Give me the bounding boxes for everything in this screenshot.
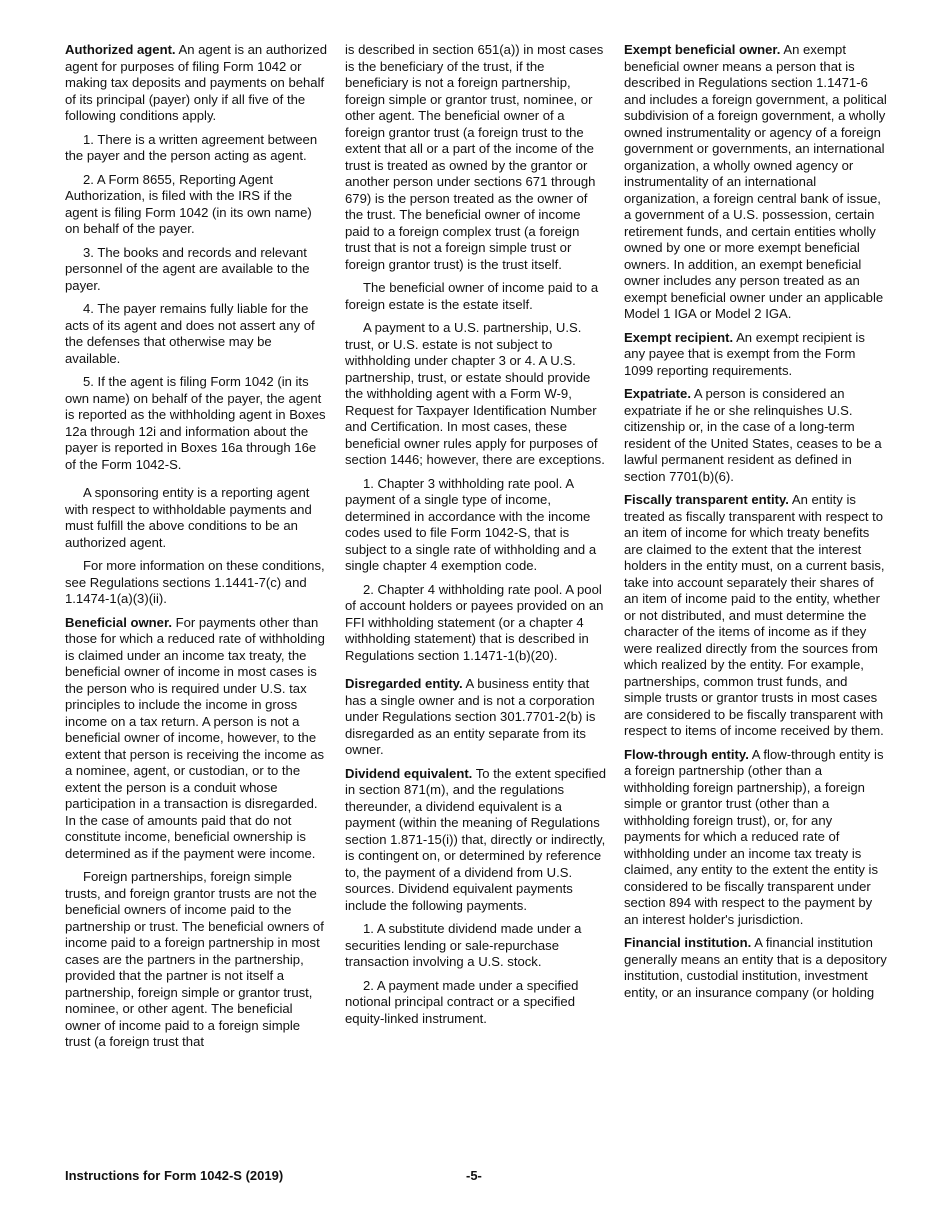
list-item: 2. Chapter 4 withholding rate pool. A pool of account holders or payees provided on an FFI withholding statement (or a chapter 4 withholding statement) that is described in Regulations section 1.1471-1(b)(20). [345, 581, 604, 663]
heading-dividend-equivalent: Dividend equivalent. [345, 765, 473, 781]
heading-beneficial-owner: Beneficial owner. [65, 614, 172, 630]
list-item: 3. The books and records and relevant personnel of the agent are available to the payer. [65, 244, 310, 293]
para-financial-institution: Financial institution. A financial institution generally means an entity that is a depository institution, custodial institution, investment entity, or an insurance company (or holding [624, 935, 887, 1000]
heading-authorized-agent: Authorized agent. [65, 42, 176, 57]
heading-exempt-beneficial-owner: Exempt beneficial owner. [624, 42, 781, 57]
para-flow-through-entity: Flow-through entity. A flow-through entity is a foreign partnership (other than a withholding foreign partnership), a foreign simple or grantor trust (other than a withholding foreign trust), or, for any payments for which a reduced rate of withholding under an income tax treaty is claimed, any entity to the extent the entity is considered to be fiscally transparent under section 894 with respect to the payment by an interest holder's jurisdiction. [624, 746, 884, 927]
heading-financial-institution: Financial institution. [624, 935, 752, 950]
heading-expatriate: Expatriate. [624, 386, 691, 401]
list-item: 2. A payment made under a specified notional principal contract or a specified equity-linked instrument. [345, 977, 579, 1026]
column-2 [345, 42, 607, 1034]
para-exempt-recipient: Exempt recipient. An exempt recipient is any payee that is exempt from the Form 1099 reporting requirements. [624, 329, 865, 378]
paragraph: The beneficial owner of income paid to a foreign estate is the estate itself. [345, 280, 599, 312]
paragraph: A payment to a U.S. partnership, U.S. trust, or U.S. estate is not subject to withholding under chapter 3 or 4. A U.S. partnership, trust, or estate should provide the withholding agent with a Form W-9, Request for Taxpayer Identification Number and Certification. In most cases, these beneficial owner rules apply for purposes of section 1446; however, there are exceptions. [345, 320, 605, 467]
para-dividend-equivalent: Dividend equivalent. To the extent specified in section 871(m), and the regulations thereunder, a dividend equivalent is a payment (within the meaning of Regulations section 1.871-15(i)) that, directly or indirectly, is contingent on, or determined by reference to, the payment of a dividend from U.S. sources. Dividend equivalent payments include the following payments. [345, 765, 607, 913]
paragraph: For more information on these conditions, see Regulations sections 1.1441-7(c) and 1.1474-1(a)(3)(ii). [65, 558, 325, 606]
list-item: 1. There is a written agreement between the payer and the person acting as agent. [65, 131, 318, 163]
para-beneficial-owner: Beneficial owner. For payments other than those for which a reduced rate of withholding is claimed under an income tax treaty, the beneficial owner of income in most cases is the person who is required under U.S. tax principles to include the income in gross income on a tax return. A person is not a beneficial owner of income, however, to the extent that person is receiving the income as a nominee, agent, or custodian, or to the extent the person is a conduit whose participation in a transaction is disregarded. In the case of amounts paid that do not constitute income, beneficial ownership is determined as if the payment were income. [65, 614, 325, 861]
heading-exempt-recipient: Exempt recipient. [624, 329, 734, 345]
paragraph: is described in section 651(a)) in most cases is the beneficiary of the trust, if the beneficiary is not a foreign partnership, foreign simple or grantor trust, nominee, or other agent. The beneficial owner of a foreign grantor trust (a foreign trust to the extent that all or a part of the income of the trust is treated as owned by the grantor or another person under sections 671 through 679) is the person treated as the owner of the trust. The beneficial owner of income paid to a foreign complex trust (a foreign trust that is not a foreign simple trust or foreign grantor trust) is the trust itself. [345, 42, 604, 272]
paragraph: A sponsoring entity is a reporting agent with respect to withholdable payments and must fulfill the above conditions to be an authorized agent. [65, 485, 312, 550]
para-exempt-beneficial-owner: Exempt beneficial owner. An exempt beneficial owner means a person that is described in Regulations section 1.1471-6 and includes a foreign government, a political subdivision of a foreign government, a wholly owned instrumentality or agency of a foreign government or governments, an international organization, a wholly owned agency or instrumentality of an international organization, a foreign central bank of issue, a government of a U.S. possession, certain retirement funds, and certain entities wholly owned by one or more exempt beneficial owners. In addition, an exempt beneficial owner includes any person treated as an exempt beneficial owner under an applicable Model 1 IGA or Model 2 IGA. [624, 42, 887, 321]
para-authorized-agent: Authorized agent. An agent is an authorized agent for purposes of filing Form 1042 or making tax deposits and payments on behalf of its principal (payer) only if all five of the following conditions apply. [65, 42, 327, 123]
para-fiscally-transparent-entity: Fiscally transparent entity. An entity is treated as fiscally transparent with respect to an item of income for which treaty benefits are claimed to the extent that the interest holders in the entity must, on a current basis, take into account separately their shares of an item of income paid to the entity, whether or not distributed, and must determine the character of the items of income as if they were realized directly from the sources from which realized by the entity. For example, partnerships, common trust funds, and simple trusts or grantor trusts in most cases are considered to be fiscally transparent with respect to items of income received by them. [624, 492, 885, 738]
page-number: -5- [466, 1168, 482, 1183]
list-item: 1. A substitute dividend made under a securities lending or sale-repurchase transaction involving a U.S. stock. [345, 921, 582, 969]
paragraph: Foreign partnerships, foreign simple trusts, and foreign grantor trusts are not the beneficial owners of income paid to the partnership or trust. The beneficial owners of income paid to a foreign partnership in most cases are the partners in the partnership, provided that the partner is not itself a partnership, foreign simple or grantor trust, nominee, or other agent. The beneficial owner of income paid to a foreign simple trust (a foreign trust that [65, 869, 324, 1049]
para-disregarded-entity: Disregarded entity. A business entity that has a single owner and is not a corporation under Regulations section 301.7701-2(b) is disregarded as an entity separate from its owner. [345, 676, 596, 757]
column-1 [65, 42, 327, 1058]
list-item: 4. The payer remains fully liable for the acts of its agent and does not assert any of the defenses that otherwise may be available. [65, 301, 315, 366]
list-item: 1. Chapter 3 withholding rate pool. A payment of a single type of income, determined in accordance with the income codes used to file Form 1042-S, that is subject to a single rate of withholding and a single chapter 4 exemption code. [345, 475, 597, 573]
heading-flow-through-entity: Flow-through entity. [624, 746, 749, 762]
para-expatriate: Expatriate. A person is considered an expatriate if he or she relinquishes U.S. citizenship or, in the case of a long-term resident of the United States, ceases to be a lawful permanent resident as defined in section 7701(b)(6). [624, 386, 882, 484]
heading-fiscally-transparent-entity: Fiscally transparent entity. [624, 492, 789, 507]
column-3 [624, 42, 888, 1008]
list-item: 5. If the agent is filing Form 1042 (in its own name) on behalf of the payer, the agent is reported as the withholding agent in Boxes 12a through 12i and information about the payer is reported in Boxes 16a through 16e of the Form 1042-S. [65, 374, 326, 472]
list-item: 2. A Form 8655, Reporting Agent Authorization, is filed with the IRS if the agent is filing Form 1042 (in its own name) on behalf of the payer. [65, 171, 312, 236]
footer-title: Instructions for Form 1042-S (2019) [65, 1168, 284, 1183]
heading-disregarded-entity: Disregarded entity. [345, 676, 463, 691]
